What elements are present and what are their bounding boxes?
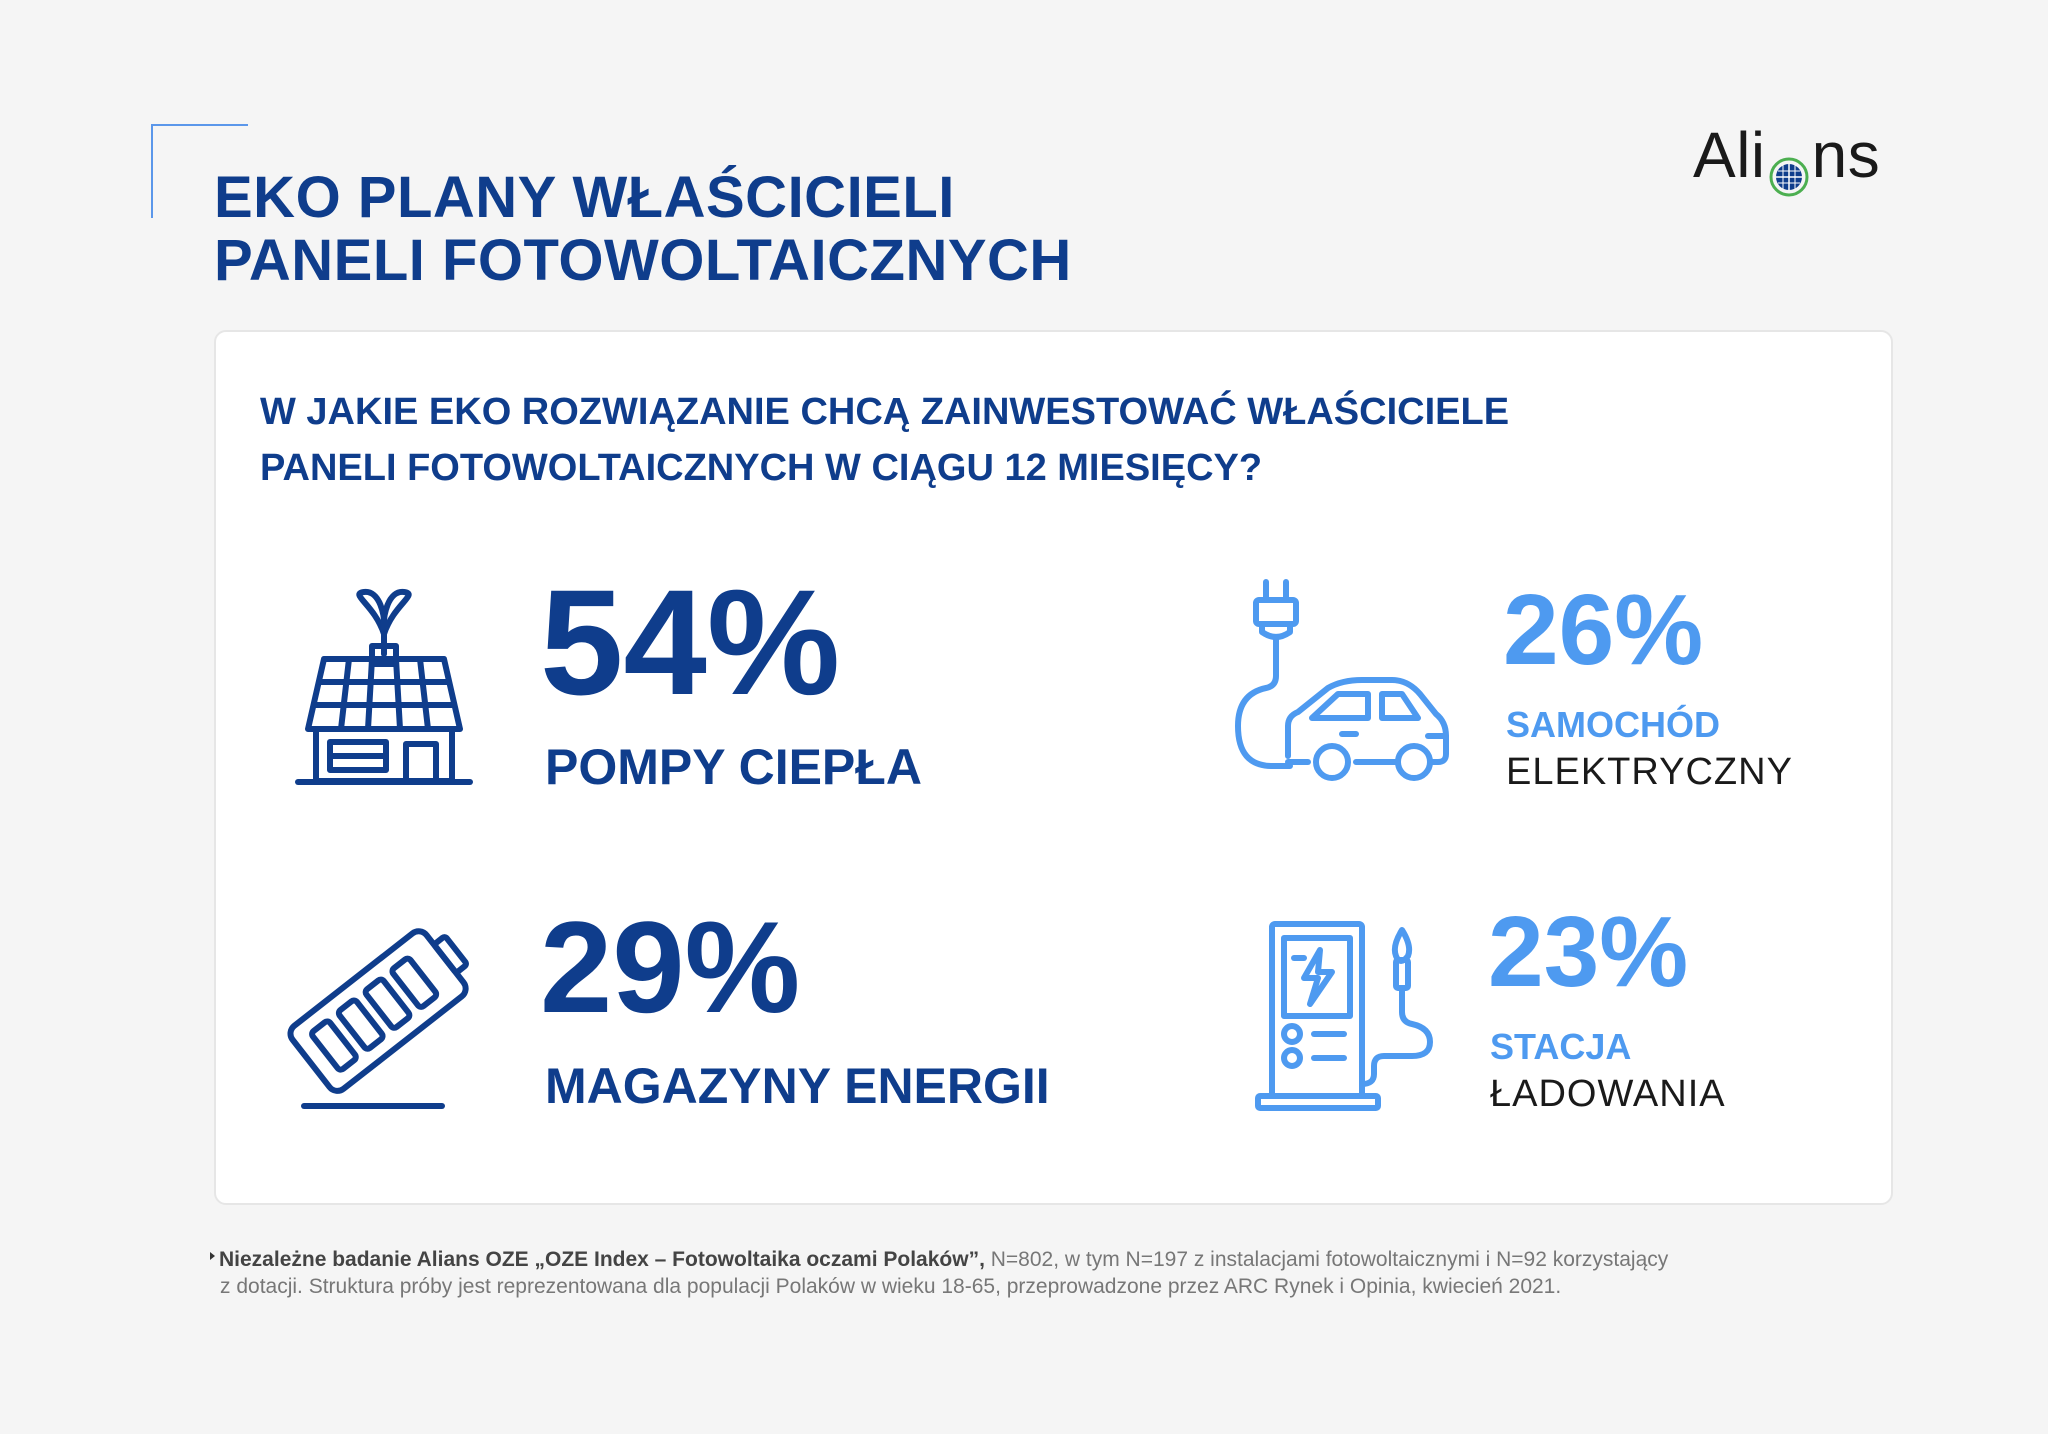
charging-station-label-line1: STACJA — [1490, 1026, 1632, 1067]
footnote-marker-icon — [210, 1252, 215, 1260]
electric-car-percent: 26% — [1503, 574, 1704, 686]
heat-pumps-label: POMPY CIEPŁA — [545, 739, 922, 795]
footnote-line1 — [210, 1246, 1930, 1273]
footnote-sample: N=802, w tym N=197 z instalacjami fotowoltaicznymi i N=92 korzystający — [984, 1248, 1669, 1271]
electric-car-icon — [1232, 576, 1452, 797]
corner-accent-horizontal — [151, 124, 248, 126]
charging-station-label-line2: ŁADOWANIA — [1490, 1073, 1726, 1115]
footnote-source: Niezależne badanie Alians OZE „OZE Index – Fotowoltaika oczami Polaków”, — [219, 1248, 985, 1271]
question-heading — [260, 384, 1509, 496]
question-line2: PANELI FOTOWOLTAICZNYCH W CIĄGU 12 MIESIĘCY? — [260, 447, 1263, 489]
globe-icon — [1768, 139, 1810, 181]
page-title — [214, 166, 1072, 292]
electric-car-label-line1: SAMOCHÓD — [1506, 704, 1720, 745]
energy-storage-label: MAGAZYNY ENERGII — [545, 1058, 1050, 1114]
question-line1: W JAKIE EKO ROZWIĄZANIE CHCĄ ZAINWESTOWAĆ WŁAŚCICIELE — [260, 391, 1510, 433]
alians-logo — [1693, 120, 1880, 190]
charging-station-icon — [1254, 916, 1444, 1117]
logo-text-end: ns — [1811, 119, 1881, 191]
page-title-line1: EKO PLANY WŁAŚCICIELI — [214, 165, 955, 230]
page-title-line2: PANELI FOTOWOLTAICZNYCH — [214, 228, 1072, 293]
footnote — [210, 1246, 1930, 1300]
energy-storage-percent: 29% — [540, 894, 801, 1040]
solar-house-icon — [294, 584, 474, 794]
footnote-line2: z dotacji. Struktura próby jest reprezentowana dla populacji Polaków w wieku 18-65, przeprowadzone przez ARC Rynek i Opinia, kwiecień 2021. — [220, 1275, 1562, 1298]
electric-car-label-line2: ELEKTRYCZNY — [1506, 751, 1793, 793]
corner-accent-vertical — [151, 124, 153, 218]
charging-station-percent: 23% — [1488, 896, 1689, 1008]
logo-text-start: Ali — [1693, 119, 1766, 191]
battery-icon — [282, 918, 482, 1118]
heat-pumps-percent: 54% — [540, 558, 841, 726]
